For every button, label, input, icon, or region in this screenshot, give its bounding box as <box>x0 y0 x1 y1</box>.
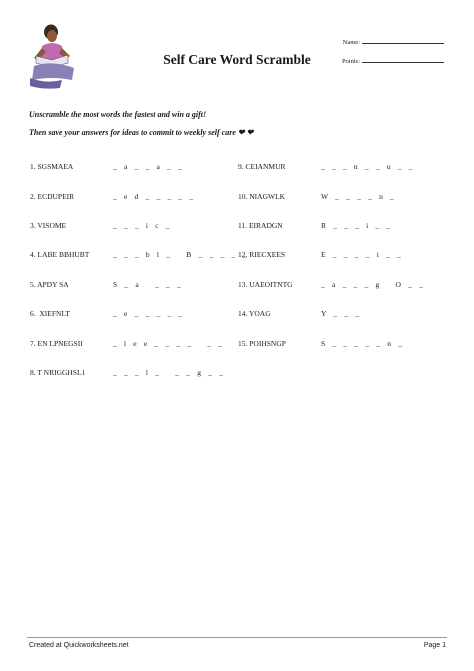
clue-3: 3. VISOME <box>30 221 67 230</box>
answer-8: _ _ _ l _ _ _ g _ _ <box>113 368 224 377</box>
answer-6: _ e _ _ _ _ _ <box>113 309 183 318</box>
answer-14: Y _ _ _ <box>321 309 360 318</box>
name-line <box>362 37 444 44</box>
footer-divider <box>27 637 447 638</box>
answer-9: _ _ _ n _ _ u _ _ <box>321 162 413 171</box>
clue-9: 9. CEIANMUR <box>238 162 286 171</box>
clue-5: 5. APDY SA <box>30 280 69 289</box>
clue-11: 11. EIRADGN <box>238 221 283 230</box>
instruction-line-2: Then save your answers for ideas to commit to weekly self care ❤ ❤ <box>29 128 254 137</box>
points-line <box>362 56 444 63</box>
clue-7: 7. EN LPNEGSII <box>30 339 83 348</box>
answer-1: _ a _ _ a _ _ <box>113 162 183 171</box>
footer-credit: Created at Quickworksheets.net <box>29 642 129 649</box>
points-label: Points: <box>341 58 360 65</box>
clue-2: 2. ECDUPEIR <box>30 192 75 201</box>
instruction-line-1: Unscramble the most words the fastest and win a gift! <box>29 110 207 119</box>
points-field <box>342 56 444 65</box>
answer-3: _ _ _ i c _ <box>113 221 170 230</box>
answer-12: E _ _ _ _ i _ _ <box>321 250 402 259</box>
clue-13: 13. UAEOITNTG <box>238 280 293 289</box>
answer-2: _ e d _ _ _ _ _ <box>113 192 194 201</box>
answer-4: _ _ _ b l _ B _ _ _ _ _ <box>113 250 247 259</box>
clue-6: 6. XIEFNLT <box>30 309 70 318</box>
answer-7: _ l e e _ _ _ _ _ _ <box>113 339 223 348</box>
clue-15: 15. POIHSNGP <box>238 339 286 348</box>
clue-10: 10. NIAGWLK <box>238 192 286 201</box>
clue-1: 1. SGSMAEA <box>30 162 74 171</box>
name-label: Name: <box>342 39 360 46</box>
answer-10: W _ _ _ _ n _ <box>321 192 395 201</box>
clue-8: 8. T NRIGGHSL1 <box>30 368 86 377</box>
page-number: Page 1 <box>423 642 446 649</box>
answer-11: R _ _ _ i _ _ <box>321 221 391 230</box>
answer-15: S _ _ _ _ _ n _ <box>321 339 403 348</box>
answer-13: _ a _ _ _ g O _ _ <box>321 280 424 289</box>
clue-14: 14. YOAG <box>238 309 271 318</box>
clue-4: 4. LABE BBHUBT <box>30 250 90 259</box>
name-field <box>343 37 444 46</box>
clue-12: 12. RIECXEES <box>238 250 286 259</box>
page-title: Self Care Word Scramble <box>163 52 311 67</box>
answer-5: S _ a _ _ _ <box>113 280 182 289</box>
